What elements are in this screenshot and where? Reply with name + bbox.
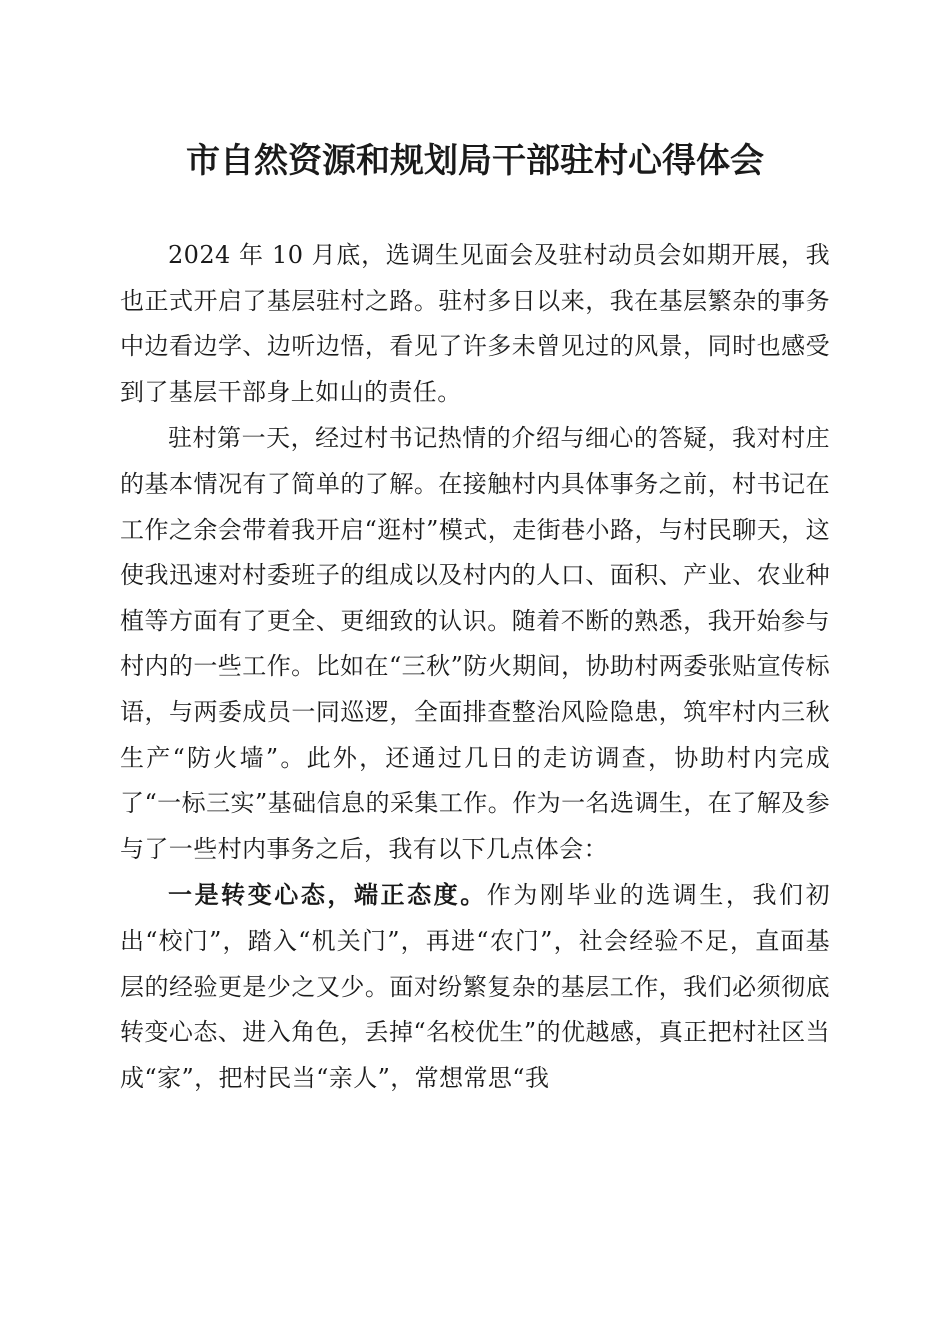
paragraph-lead: 一是转变心态，端正态度。	[168, 880, 487, 910]
paragraph-text: 作为刚毕业的选调生，我们初出“校门”，踏入“机关门”，再进“农门”，社会经验不足，直面基层的经验更是少之又少。面对纷繁复杂的基层工作，我们必须彻底转变心态、进入角色，丢掉“名校优生”的优越感，真正把村社区当成“家”，把村民当“亲人”，常想常思“我	[120, 881, 830, 1092]
document-title: 市自然资源和规划局干部驻村心得体会	[186, 141, 764, 181]
document-body	[120, 232, 830, 1101]
paragraph-text: 驻村第一天，经过村书记热情的介绍与细心的答疑，我对村庄的基本情况有了简单的了解。在接触村内具体事务之前，村书记在工作之余会带着我开启“逛村”模式，走街巷小路，与村民聊天，这使我迅速对村委班子的组成以及村内的人口、面积、产业、农业种植等方面有了更全、更细致的认识。随着不断的熟悉，我开始参与村内的一些工作。比如在“三秋”防火期间，协助村两委张贴宣传标语，与两委成员一同巡逻，全面排查整治风险隐患，筑牢村内三秋生产“防火墙”。此外，还通过几日的走访调查，协助村内完成了“一标三实”基础信息的采集工作。作为一名选调生，在了解及参与了一些村内事务之后，我有以下几点体会：	[120, 424, 830, 863]
paragraph-text: 2024 年 10 月底，选调生见面会及驻村动员会如期开展，我也正式开启了基层驻村之路。驻村多日以来，我在基层繁杂的事务中边看边学、边听边悟，看见了许多未曾见过的风景，同时也感受到了基层干部身上如山的责任。	[120, 241, 830, 406]
paragraph-3	[120, 872, 830, 1101]
paragraph-2	[120, 415, 830, 872]
paragraph-1	[120, 232, 830, 415]
